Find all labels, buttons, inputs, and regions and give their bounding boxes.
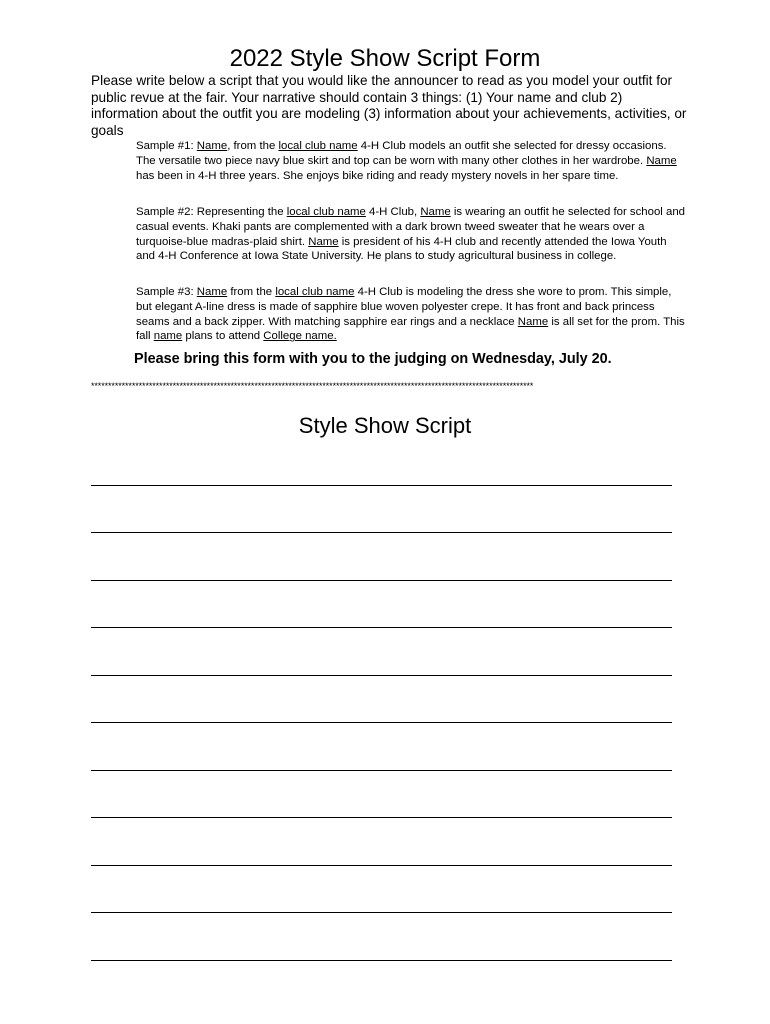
script-write-line[interactable] — [91, 580, 672, 581]
separator-line: ********************************************************************************************************************************** — [91, 381, 534, 391]
sample-3-college-name: College name. — [263, 330, 337, 343]
sample-3-text: from the — [227, 286, 276, 298]
sample-2-club-name: local club name — [286, 206, 366, 218]
sample-3-name: name — [153, 330, 183, 343]
sample-2-text: is wearing an outfit he selected for school and casual events. Khaki pants are complemented with a dark brown tweed sweater that he wears over a turquoise-blue madras-plaid shirt. — [136, 206, 685, 248]
sample-3-paragraph — [136, 285, 686, 344]
sample-1-name: Name — [646, 154, 677, 167]
script-write-line[interactable] — [91, 485, 672, 486]
sample-2-name: Name — [420, 206, 451, 218]
sample-3-text: 4-H Club is modeling the dress she wore to prom. This simple, but elegant A-line dress is made of sapphire blue woven polyester crepe. It has front and back princess seams and a back zipper. With matching sapphire ear rings and a necklace — [136, 286, 672, 328]
sample-2-text: Sample #2: Representing the — [136, 206, 287, 218]
sample-1-text: 4-H Club models an outfit she selected for dressy occasions. The versatile two piece navy blue skirt and top can be worn with many other clothes in her wardrobe. — [136, 140, 667, 167]
sample-1-name: Name — [196, 140, 228, 152]
sample-1-text: has been in 4-H three years. She enjoys bike riding and ready mystery novels in her spare time. — [136, 169, 619, 182]
script-write-line[interactable] — [91, 532, 672, 533]
page-title: 2022 Style Show Script Form — [229, 45, 541, 72]
script-write-line[interactable] — [91, 770, 672, 771]
script-write-line[interactable] — [91, 627, 672, 628]
script-write-line[interactable] — [91, 912, 672, 913]
sample-3-name: Name — [517, 315, 549, 328]
sample-3-text: plans to attend — [182, 330, 264, 343]
sample-3-text: is all set for the prom. This fall — [136, 315, 685, 343]
script-write-line[interactable] — [91, 960, 672, 961]
sample-2-text: is president of his 4-H club and recently attended the Iowa Youth and 4-H Conference at Iowa State University. He plans to study agricultural business in college. — [136, 235, 667, 263]
script-write-line[interactable] — [91, 722, 672, 723]
sample-2-text: 4-H Club, — [365, 206, 421, 218]
sample-3-name: Name — [196, 286, 228, 298]
script-write-line[interactable] — [91, 675, 672, 676]
script-write-line[interactable] — [91, 817, 672, 818]
instructions-paragraph: Please write below a script that you would like the announcer to read as you model your outfit for public revue at the fair. Your narrative should contain 3 things: (1) Your name and club 2) information about the outfit you are modeling (3) information about your achievements, activities, or goals — [91, 73, 687, 138]
sample-2-paragraph — [136, 205, 686, 264]
sample-1-club-name: local club name — [278, 140, 358, 152]
sample-1-paragraph — [136, 139, 686, 183]
sample-3-text: Sample #3: — [136, 286, 197, 298]
script-section-title: Style Show Script — [298, 413, 472, 438]
sample-1-text: Sample #1: — [136, 140, 197, 152]
sample-1-text: , from the — [227, 140, 279, 152]
sample-3-club-name: local club name — [275, 286, 355, 298]
script-write-line[interactable] — [91, 865, 672, 866]
sample-2-name: Name — [308, 235, 339, 248]
judging-notice: Please bring this form with you to the judging on Wednesday, July 20. — [134, 351, 612, 367]
